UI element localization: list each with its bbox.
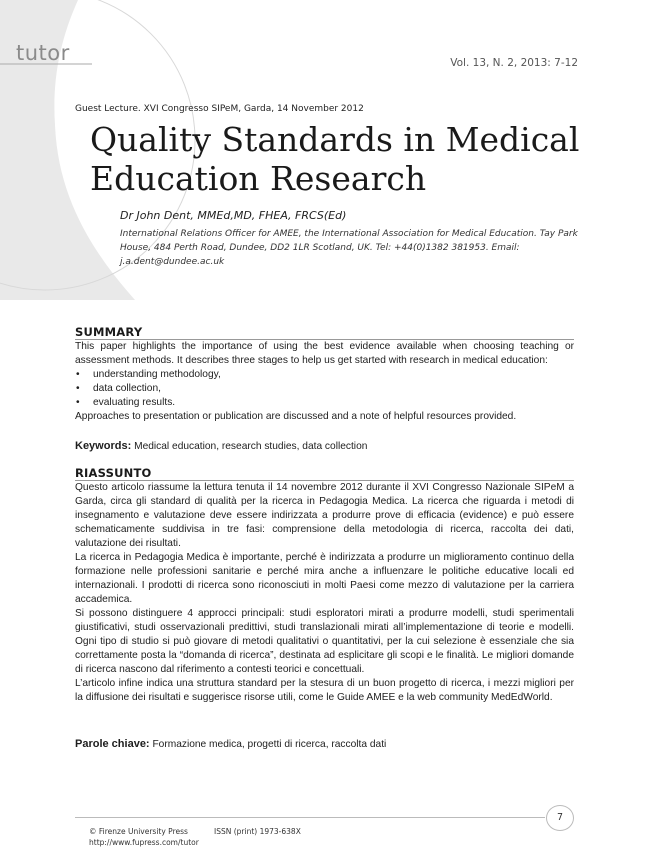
guest-lecture-line: Guest Lecture. XVI Congresso SIPeM, Garda, 14 November 2012	[75, 104, 364, 114]
summary-body	[75, 340, 574, 424]
summary-bullet: • evaluating results.	[75, 396, 574, 410]
keywords-label: Keywords:	[75, 440, 132, 452]
summary-bullet: • data collection,	[75, 382, 574, 396]
riassunto-paragraph: Si possono distinguere 4 approcci principali: studi esploratori mirati a produrre modelli, studi sperimentali giustificativi, studi osservazionali predittivi, studi translazionali mirati all’implementazione di teorie e modelli. Ogni tipo di studio si può giovare di metodi qualitativi o quantitativi, per la cui selezione è essenziale che sia correttamente posta la “domanda di ricerca”, destinata ad esplicitare gli scopi e le finalità. Le migliori domande di ricerca nascono dal riferimento a contesti teorici e concettuali.	[75, 608, 574, 675]
journal-logo: tutor	[16, 41, 70, 65]
riassunto-body	[75, 481, 574, 705]
parole-chiave-label: Parole chiave:	[75, 738, 150, 750]
parole-chiave-text: Formazione medica, progetti di ricerca, raccolta dati	[152, 739, 387, 750]
footer-publisher-block	[89, 826, 199, 848]
issue-info: Vol. 13, N. 2, 2013: 7-12	[450, 57, 578, 69]
page-number: 7	[546, 805, 574, 831]
article-title: Quality Standards in Medical Education Research	[90, 120, 580, 198]
riassunto-paragraph: Questo articolo riassume la lettura tenuta il 14 novembre 2012 durante il XVI Congresso Nazionale SIPeM a Garda, circa gli standard di qualità per la ricerca in Pedagogia Medica. La ricerca che riguarda i metodi di insegnamento e valutazione deve essere indirizzata a produrre prove di efficacia (evidence) e può essere schematicamente suddivisa in tre fasi: comprensione della metodologia di ricerca, raccolta dei dati, valutazione dei risultati.	[75, 482, 574, 549]
summary-closing: Approaches to presentation or publication are discussed and a note of helpful resources provided.	[75, 411, 517, 422]
author-affiliation: International Relations Officer for AMEE, the International Association for Medical Education. Tay Park House, 484 Perth Road, Dundee, DD2 1LR Scotland, UK. Tel: +44(0)1382 381953. Email: j.a.dent@dundee.ac.uk	[120, 229, 578, 267]
issn-text: ISSN (print) 1973-638X	[214, 827, 301, 836]
keywords-text: Medical education, research studies, data collection	[134, 441, 368, 452]
footer-rule	[75, 817, 545, 818]
riassunto-paragraph: La ricerca in Pedagogia Medica è importante, perché è indirizzata a produrre un miglioramento continuo della formazione nelle professioni sanitarie e perché mira anche a influenzare le politiche educative locali ed internazionali. I prodotti di ricerca sono riconosciuti in molti Paesi come mezzo di valutazione per la carriera accademica.	[75, 552, 574, 605]
summary-bullet-list	[75, 368, 574, 410]
publisher-text: © Firenze University Press	[89, 827, 188, 836]
author-name: Dr John Dent, MMEd,MD, FHEA, FRCS(Ed)	[120, 209, 347, 222]
riassunto-paragraph: L’articolo infine indica una struttura standard per la stesura di un buon progetto di ricerca, i mezzi migliori per la diffusione dei risultati e suggerisce risorse utili, come le Guide AMEE e la web community MedEdWorld.	[75, 678, 574, 703]
summary-intro: This paper highlights the importance of using the best evidence available when choosing teaching or assessment methods. It describes three stages to help us get started with research in medical education:	[75, 341, 574, 366]
summary-heading: SUMMARY	[75, 325, 143, 339]
publisher-url: http://www.fupress.com/tutor	[89, 838, 199, 847]
riassunto-heading: RIASSUNTO	[75, 466, 152, 480]
summary-keywords	[75, 440, 574, 452]
riassunto-keywords	[75, 738, 574, 750]
summary-bullet: • understanding methodology,	[75, 368, 574, 382]
